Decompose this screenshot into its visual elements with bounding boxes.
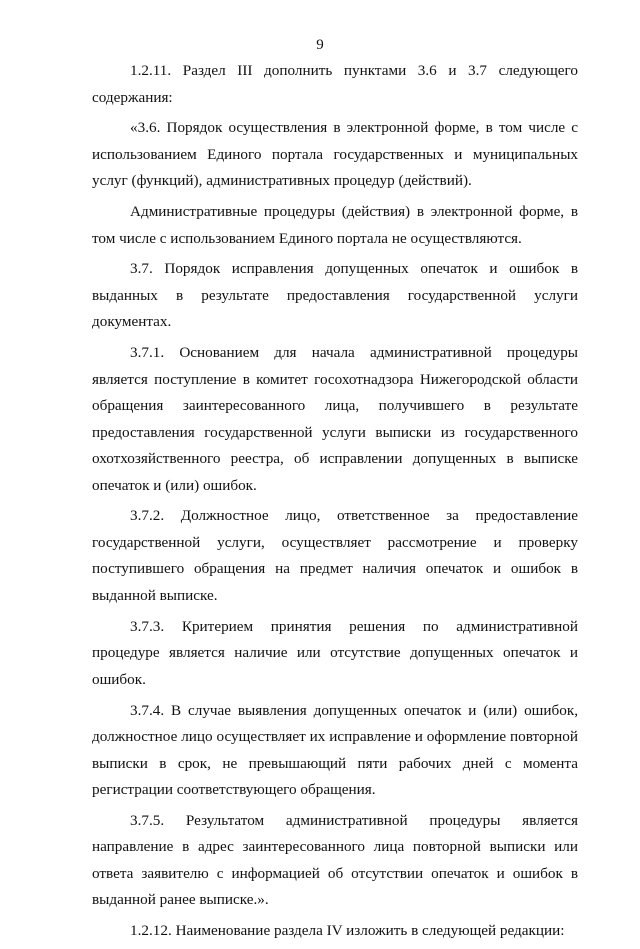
paragraph-1-2-12: 1.2.12. Наименование раздела IV изложить в следующей редакции: (130, 922, 565, 940)
paragraph-3-7-4: 3.7.4. В случае выявления допущенных опечаток и (или) ошибок, должностное лицо осуществляет их исправление и оформление повторной выписки в срок, не превышающий пяти рабочих дней с момента регистрации соответствующего обращения. (92, 701, 578, 799)
paragraph-3-7-3: 3.7.3. Критерием принятия решения по административной процедуре является наличие или отсутствие допущенных опечаток и ошибок. (92, 617, 578, 688)
paragraph-3-7: 3.7. Порядок исправления допущенных опечаток и ошибок в выданных в результате предоставления государственной услуги документах. (92, 260, 578, 331)
page-number: 9 (316, 37, 324, 53)
paragraph-3-7-1: 3.7.1. Основанием для начала административной процедуры является поступление в комитет госохотнадзора Нижегородской области обращения заинтересованного лица, получившего в результате предоставления государственной услуги выписки из государственного охотхозяйственного реестра, об исправлении допущенных в выписке опечаток и (или) ошибок. (92, 344, 578, 494)
paragraph-3-7-5: 3.7.5. Результатом административной процедуры является направление в адрес заинтересованного лица повторной выписки или ответа заявителю с информацией об отсутствии опечаток и ошибок в выданной ранее выписке.». (92, 811, 578, 909)
paragraph-1-2-11: 1.2.11. Раздел III дополнить пунктами 3.6 и 3.7 следующего содержания: (92, 62, 578, 106)
paragraph-3-6: «3.6. Порядок осуществления в электронной форме, в том числе с использованием Единого портала государственных и муниципальных услуг (функций), административных процедур (действий). (92, 119, 578, 190)
paragraph-3-7-2: 3.7.2. Должностное лицо, ответственное за предоставление государственной услуги, осуществляет рассмотрение и проверку поступившего обращения на предмет наличия опечаток и ошибок в выданной выписке. (92, 507, 578, 604)
paragraph-3-6-text: Административные процедуры (действия) в электронной форме, в том числе с использованием Единого портала не осуществляются. (92, 203, 578, 247)
document-body (92, 58, 578, 949)
